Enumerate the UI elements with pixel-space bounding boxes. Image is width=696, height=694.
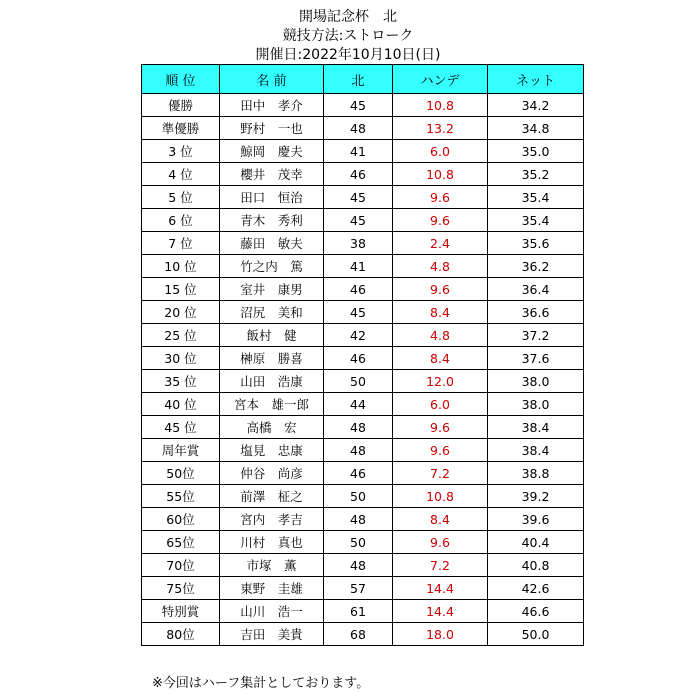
north-score-cell: 45 xyxy=(324,209,393,232)
table-row xyxy=(142,531,584,554)
north-score-cell: 45 xyxy=(324,94,393,117)
header-name: 名 前 xyxy=(220,65,324,94)
table-row xyxy=(142,232,584,255)
name-cell: 藤田 敏夫 xyxy=(220,232,324,255)
handicap-cell: 12.0 xyxy=(393,370,488,393)
handicap-cell: 6.0 xyxy=(393,140,488,163)
rank-cell: 50位 xyxy=(142,462,220,485)
handicap-cell: 14.4 xyxy=(393,600,488,623)
handicap-cell: 18.0 xyxy=(393,623,488,646)
rank-cell: 60位 xyxy=(142,508,220,531)
rank-cell: 周年賞 xyxy=(142,439,220,462)
table-row xyxy=(142,485,584,508)
north-score-cell: 38 xyxy=(324,232,393,255)
name-cell: 吉田 美貴 xyxy=(220,623,324,646)
name-cell: 仲谷 尚彦 xyxy=(220,462,324,485)
table-row xyxy=(142,94,584,117)
net-score-cell: 38.4 xyxy=(488,416,584,439)
handicap-cell: 10.8 xyxy=(393,94,488,117)
table-row xyxy=(142,508,584,531)
rank-cell: 35 位 xyxy=(142,370,220,393)
rank-cell: 4 位 xyxy=(142,163,220,186)
north-score-cell: 50 xyxy=(324,531,393,554)
rank-cell: 10 位 xyxy=(142,255,220,278)
net-score-cell: 36.2 xyxy=(488,255,584,278)
table-row xyxy=(142,324,584,347)
net-score-cell: 34.8 xyxy=(488,117,584,140)
name-cell: 宮本 雄一郎 xyxy=(220,393,324,416)
competition-title: 開場記念杯 北 xyxy=(299,9,397,25)
rank-cell: 3 位 xyxy=(142,140,220,163)
table-row xyxy=(142,186,584,209)
net-score-cell: 46.6 xyxy=(488,600,584,623)
north-score-cell: 48 xyxy=(324,508,393,531)
north-score-cell: 48 xyxy=(324,554,393,577)
net-score-cell: 35.0 xyxy=(488,140,584,163)
net-score-cell: 35.4 xyxy=(488,186,584,209)
table-row xyxy=(142,370,584,393)
north-score-cell: 46 xyxy=(324,347,393,370)
net-score-cell: 36.6 xyxy=(488,301,584,324)
rank-cell: 25 位 xyxy=(142,324,220,347)
north-score-cell: 42 xyxy=(324,324,393,347)
handicap-cell: 10.8 xyxy=(393,163,488,186)
table-row xyxy=(142,163,584,186)
handicap-cell: 7.2 xyxy=(393,554,488,577)
north-score-cell: 57 xyxy=(324,577,393,600)
name-cell: 沼尻 美和 xyxy=(220,301,324,324)
north-score-cell: 61 xyxy=(324,600,393,623)
handicap-cell: 8.4 xyxy=(393,301,488,324)
competition-date: 開催日:2022年10月10日(日) xyxy=(255,47,441,63)
handicap-cell: 13.2 xyxy=(393,117,488,140)
name-cell: 鯨岡 慶夫 xyxy=(220,140,324,163)
net-score-cell: 34.2 xyxy=(488,94,584,117)
name-cell: 田口 恒治 xyxy=(220,186,324,209)
table-row xyxy=(142,117,584,140)
rank-cell: 15 位 xyxy=(142,278,220,301)
handicap-cell: 9.6 xyxy=(393,416,488,439)
north-score-cell: 41 xyxy=(324,140,393,163)
header-north: 北 xyxy=(324,65,393,94)
name-cell: 東野 圭雄 xyxy=(220,577,324,600)
table-row xyxy=(142,140,584,163)
rank-cell: 45 位 xyxy=(142,416,220,439)
name-cell: 榊原 勝喜 xyxy=(220,347,324,370)
name-cell: 竹之内 篤 xyxy=(220,255,324,278)
north-score-cell: 48 xyxy=(324,416,393,439)
rank-cell: 80位 xyxy=(142,623,220,646)
rank-cell: 7 位 xyxy=(142,232,220,255)
north-score-cell: 45 xyxy=(324,301,393,324)
rank-cell: 65位 xyxy=(142,531,220,554)
table-row xyxy=(142,301,584,324)
handicap-cell: 4.8 xyxy=(393,324,488,347)
rank-cell: 20 位 xyxy=(142,301,220,324)
handicap-cell: 9.6 xyxy=(393,531,488,554)
handicap-cell: 8.4 xyxy=(393,347,488,370)
handicap-cell: 6.0 xyxy=(393,393,488,416)
net-score-cell: 37.2 xyxy=(488,324,584,347)
net-score-cell: 36.4 xyxy=(488,278,584,301)
name-cell: 塩見 忠康 xyxy=(220,439,324,462)
north-score-cell: 45 xyxy=(324,186,393,209)
handicap-cell: 10.8 xyxy=(393,485,488,508)
competition-method: 競技方法:ストローク xyxy=(282,28,414,44)
results-table xyxy=(141,64,584,646)
name-cell: 山川 浩一 xyxy=(220,600,324,623)
document-header xyxy=(0,8,696,65)
name-cell: 前澤 柾之 xyxy=(220,485,324,508)
name-cell: 山田 浩康 xyxy=(220,370,324,393)
table-row xyxy=(142,255,584,278)
net-score-cell: 35.2 xyxy=(488,163,584,186)
name-cell: 川村 真也 xyxy=(220,531,324,554)
north-score-cell: 46 xyxy=(324,163,393,186)
handicap-cell: 9.6 xyxy=(393,186,488,209)
name-cell: 市塚 薫 xyxy=(220,554,324,577)
north-score-cell: 41 xyxy=(324,255,393,278)
net-score-cell: 38.0 xyxy=(488,393,584,416)
rank-cell: 優勝 xyxy=(142,94,220,117)
handicap-cell: 7.2 xyxy=(393,462,488,485)
name-cell: 野村 一也 xyxy=(220,117,324,140)
north-score-cell: 44 xyxy=(324,393,393,416)
net-score-cell: 37.6 xyxy=(488,347,584,370)
handicap-cell: 9.6 xyxy=(393,209,488,232)
table-row xyxy=(142,439,584,462)
header-rank: 順 位 xyxy=(142,65,220,94)
rank-cell: 6 位 xyxy=(142,209,220,232)
net-score-cell: 35.4 xyxy=(488,209,584,232)
table-row xyxy=(142,393,584,416)
footnote: ※今回はハーフ集計としております。 xyxy=(152,676,370,691)
table-row xyxy=(142,209,584,232)
table-row xyxy=(142,416,584,439)
north-score-cell: 48 xyxy=(324,439,393,462)
north-score-cell: 50 xyxy=(324,485,393,508)
name-cell: 高橋 宏 xyxy=(220,416,324,439)
north-score-cell: 68 xyxy=(324,623,393,646)
net-score-cell: 35.6 xyxy=(488,232,584,255)
table-row xyxy=(142,278,584,301)
table-row xyxy=(142,623,584,646)
handicap-cell: 14.4 xyxy=(393,577,488,600)
net-score-cell: 38.8 xyxy=(488,462,584,485)
net-score-cell: 38.4 xyxy=(488,439,584,462)
handicap-cell: 9.6 xyxy=(393,278,488,301)
rank-cell: 30 位 xyxy=(142,347,220,370)
table-row xyxy=(142,577,584,600)
north-score-cell: 46 xyxy=(324,462,393,485)
rank-cell: 40 位 xyxy=(142,393,220,416)
handicap-cell: 8.4 xyxy=(393,508,488,531)
north-score-cell: 48 xyxy=(324,117,393,140)
net-score-cell: 50.0 xyxy=(488,623,584,646)
rank-cell: 70位 xyxy=(142,554,220,577)
table-row xyxy=(142,462,584,485)
net-score-cell: 40.8 xyxy=(488,554,584,577)
north-score-cell: 50 xyxy=(324,370,393,393)
north-score-cell: 46 xyxy=(324,278,393,301)
name-cell: 田中 孝介 xyxy=(220,94,324,117)
table-row xyxy=(142,347,584,370)
rank-cell: 55位 xyxy=(142,485,220,508)
rank-cell: 特別賞 xyxy=(142,600,220,623)
handicap-cell: 4.8 xyxy=(393,255,488,278)
rank-cell: 準優勝 xyxy=(142,117,220,140)
header-net: ネット xyxy=(488,65,584,94)
header-row xyxy=(142,65,584,94)
rank-cell: 75位 xyxy=(142,577,220,600)
name-cell: 櫻井 茂幸 xyxy=(220,163,324,186)
handicap-cell: 9.6 xyxy=(393,439,488,462)
name-cell: 飯村 健 xyxy=(220,324,324,347)
header-handicap: ハンデ xyxy=(393,65,488,94)
handicap-cell: 2.4 xyxy=(393,232,488,255)
name-cell: 青木 秀利 xyxy=(220,209,324,232)
net-score-cell: 39.2 xyxy=(488,485,584,508)
table-row xyxy=(142,554,584,577)
net-score-cell: 42.6 xyxy=(488,577,584,600)
net-score-cell: 38.0 xyxy=(488,370,584,393)
name-cell: 室井 康男 xyxy=(220,278,324,301)
table-row xyxy=(142,600,584,623)
name-cell: 宮内 孝吉 xyxy=(220,508,324,531)
rank-cell: 5 位 xyxy=(142,186,220,209)
net-score-cell: 39.6 xyxy=(488,508,584,531)
net-score-cell: 40.4 xyxy=(488,531,584,554)
